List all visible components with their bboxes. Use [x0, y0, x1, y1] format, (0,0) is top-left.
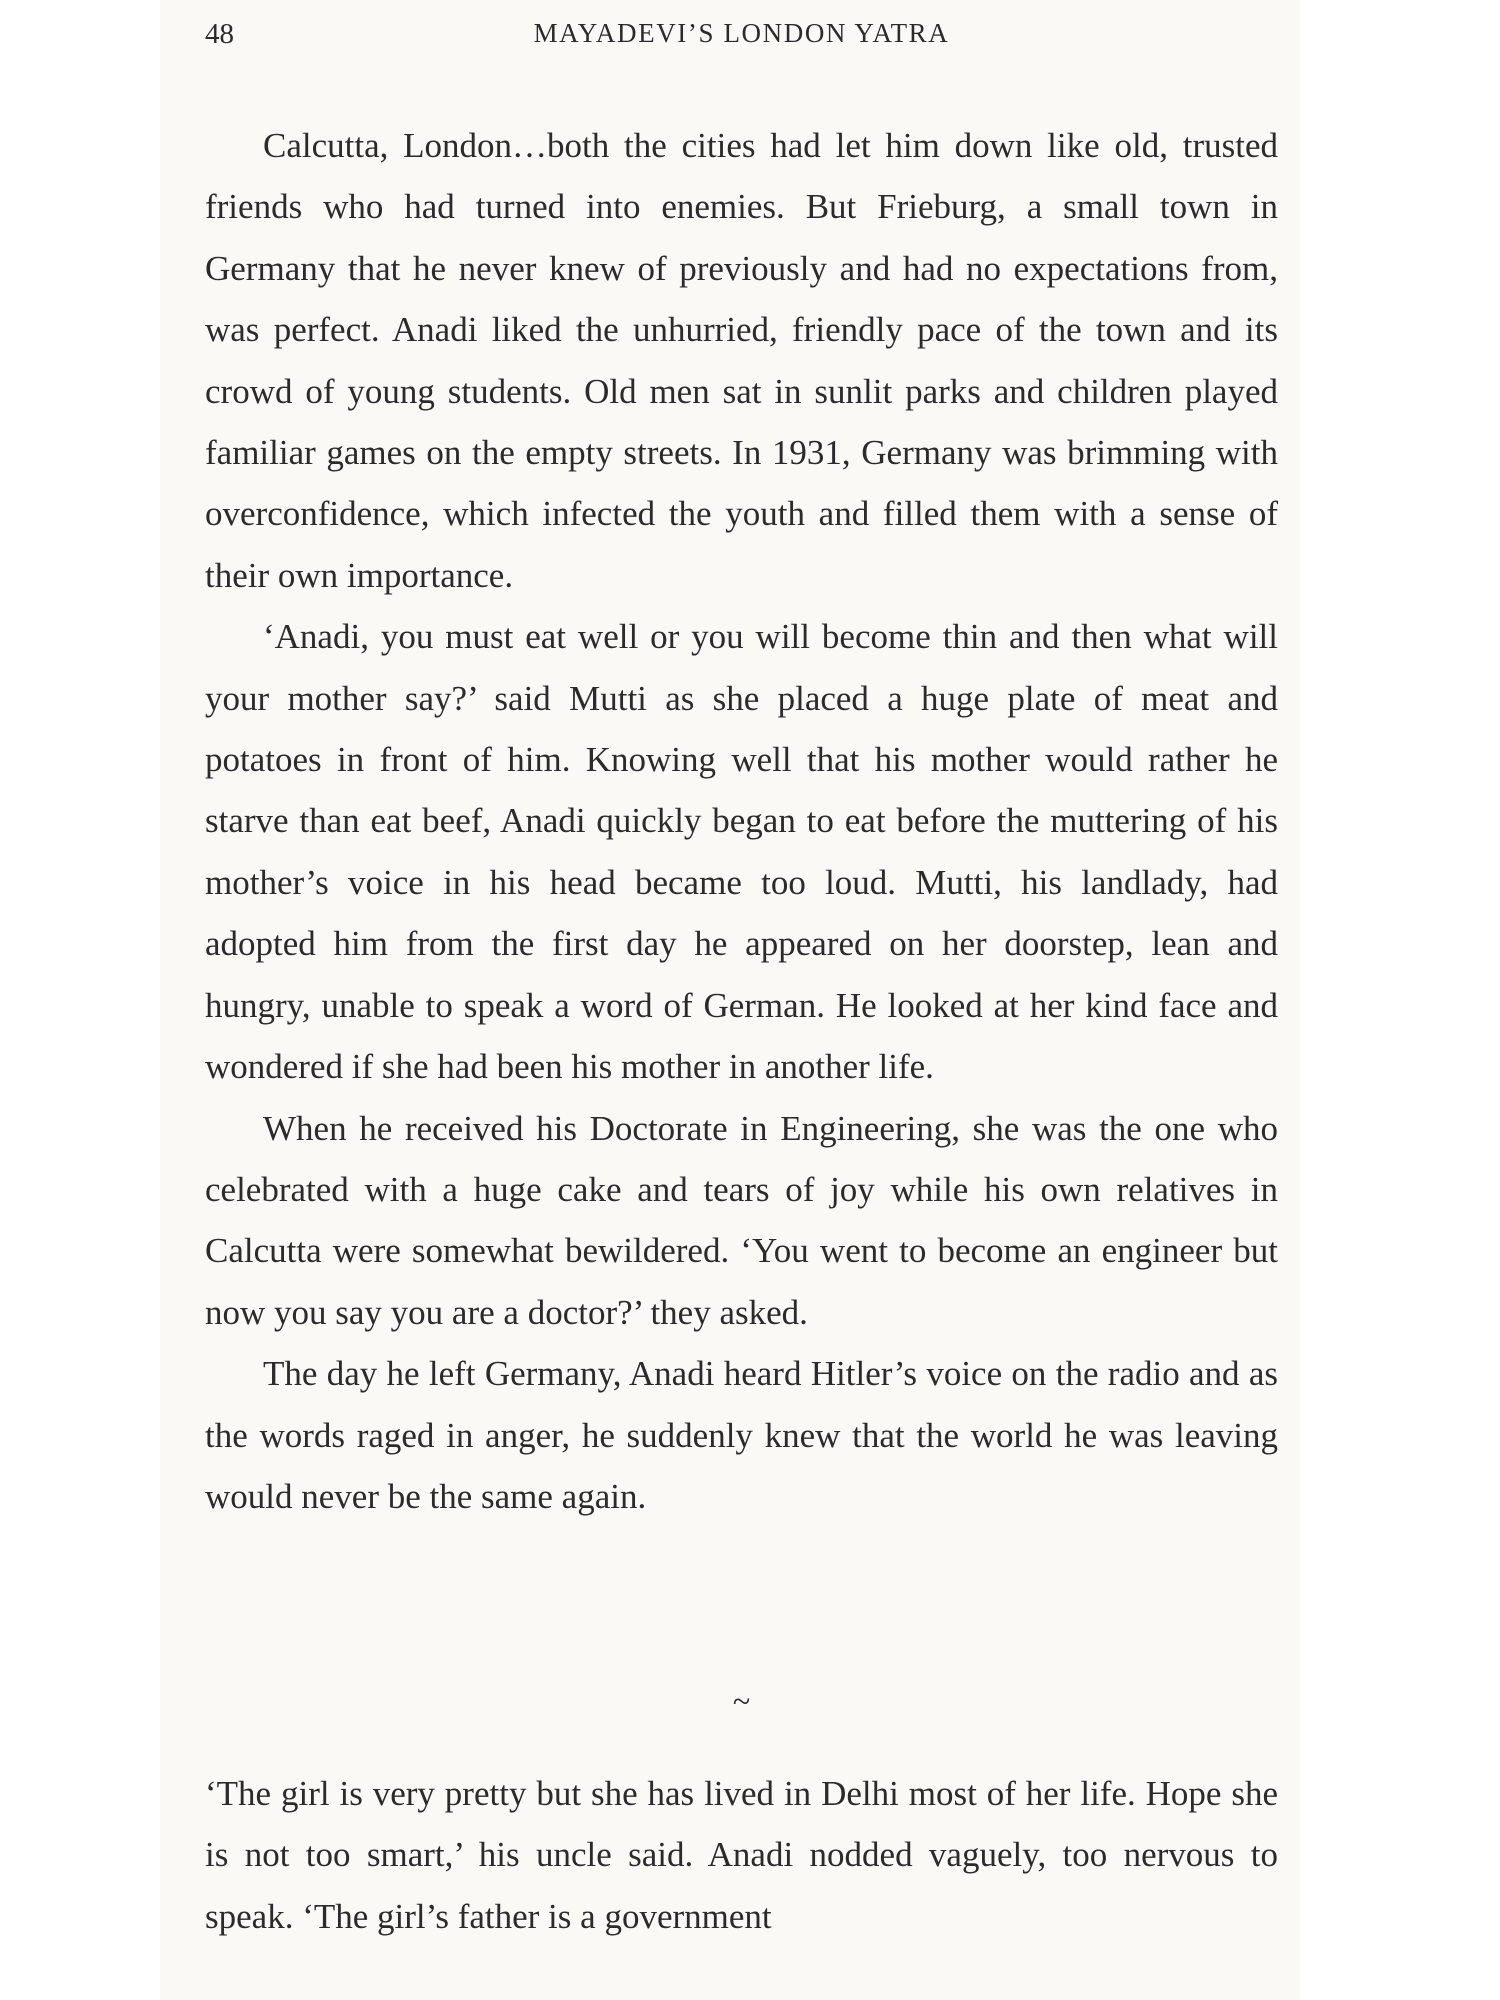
paragraph-1: Calcutta, London…both the cities had let him down like old, trusted friends who had turned into enemies. But Frieburg, a small town in Germany that he never knew of previously and had no expectations from, was perfect. Anadi liked the unhurried, friendly pace of the town and its crowd of young students. Old men sat in sunlit parks and children played familiar games on the empty streets. In 1931, Germany was brimming with overconfidence, which infected the youth and filled them with a sense of their own importance. [205, 126, 1278, 595]
page-header [205, 18, 1278, 68]
body-text [205, 115, 1278, 1527]
paragraph-4: The day he left Germany, Anadi heard Hitler’s voice on the radio and as the words raged in anger, he suddenly knew that the world he was leaving would never be the same again. [205, 1354, 1278, 1516]
section-two-text [205, 1763, 1278, 1947]
page-number: 48 [205, 18, 234, 50]
running-head: MAYADEVI’S LONDON YATRA [533, 18, 950, 48]
paragraph-3: When he received his Doctorate in Engineering, she was the one who celebrated with a huge cake and tears of joy while his own relatives in Calcutta were somewhat bewildered. ‘You went to become an engineer but now you say you are a doctor?’ they asked. [205, 1108, 1278, 1332]
section-two-paragraph-1: ‘The girl is very pretty but she has lived in Delhi most of her life. Hope she is not too smart,’ his uncle said. Anadi nodded vaguely, too nervous to speak. ‘The girl’s father is a government [205, 1774, 1278, 1936]
section-separator: ~ [732, 1683, 751, 1719]
paragraph-2: ‘Anadi, you must eat well or you will become thin and then what will your mother say?’ said Mutti as she placed a huge plate of meat and potatoes in front of him. Knowing well that his mother would rather he starve than eat beef, Anadi quickly began to eat before the muttering of his mother’s voice in his head became too loud. Mutti, his landlady, had adopted him from the first day he appeared on her doorstep, lean and hungry, unable to speak a word of German. He looked at her kind face and wondered if she had been his mother in another life. [205, 617, 1278, 1087]
